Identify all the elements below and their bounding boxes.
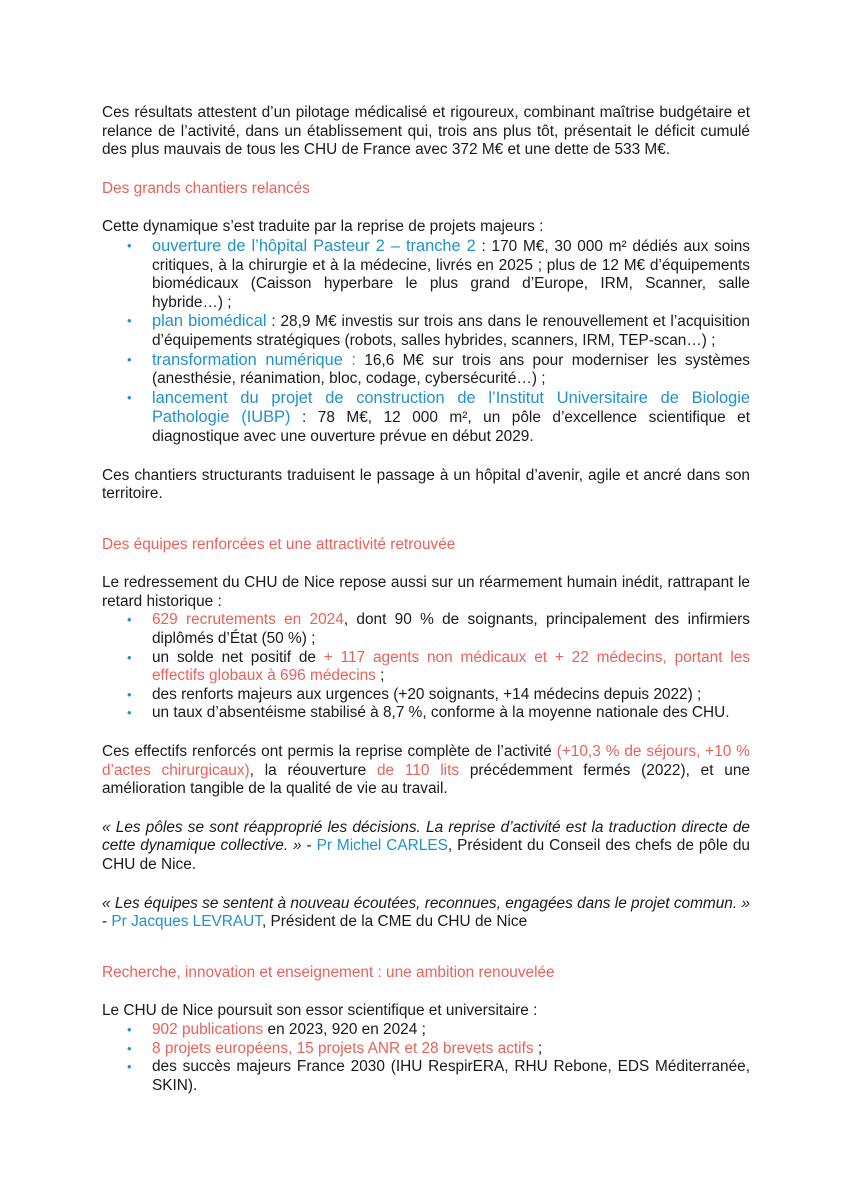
quote-levraut (102, 895, 750, 932)
effects-text: précédemment fermés (2022), et une amélioration tangible de la qualité de vie au travail. (102, 761, 750, 798)
list-item (102, 704, 750, 723)
bullet-icon: • (127, 1040, 132, 1056)
item-text: ; (533, 1039, 543, 1057)
item-text: des succès majeurs France 2030 (IHU RespirERA, RHU Rebone, EDS Méditerranée, SKIN). (152, 1058, 750, 1094)
effects-paragraph (102, 743, 750, 799)
bullet-icon: • (127, 1021, 132, 1037)
highlight-text: + 117 agents non médicaux et + 22 médecins, portant les effectifs globaux à 696 médecins (152, 648, 751, 685)
bullet-icon: • (127, 237, 132, 253)
bullet-icon: • (127, 705, 132, 721)
list-item (102, 351, 750, 389)
quote-dash: - (102, 913, 112, 931)
highlight-text: 902 publications (152, 1020, 264, 1038)
list-item (102, 1021, 750, 1040)
item-text: : 28,9 M€ investis sur trois ans dans le renouvellement et l’acquisition d’équipements stratégiques (robots, salles hybrides, scanners, IRM, TEP-scan…) ; (152, 313, 750, 349)
section1-closing: Ces chantiers structurants traduisent le passage à un hôpital d’avenir, agile et ancré dans son territoire. (102, 466, 750, 503)
item-text: : 170 M€, 30 000 m² dédiés aux soins critiques, à la chirurgie et à la médecine, livrés en 2025 ; plus de 12 M€ d’équipements biomédicaux (Caisson hyperbare le plus grand d’Europe, IRM, Scanner, salle hybride…) ; (152, 237, 750, 311)
section2-list (102, 611, 750, 723)
bullet-icon: • (127, 313, 132, 329)
highlight-text: plan biomédical (152, 312, 267, 331)
section1-list (102, 237, 750, 447)
effects-text: Ces effectifs renforcés ont permis la reprise complète de l’activité (102, 743, 557, 761)
quote-dash: - (301, 837, 317, 855)
effects-highlight: de 110 lits (377, 761, 460, 779)
bullet-icon: • (127, 1059, 132, 1075)
list-item (102, 1058, 750, 1095)
quote-carles (102, 819, 750, 875)
list-item (102, 1040, 750, 1059)
list-item (102, 649, 750, 686)
highlight-text: 8 projets européens, 15 projets ANR et 28 brevets actifs (152, 1039, 534, 1057)
item-prefix: un taux d’absentéisme stabilisé à 8,7 %, conforme à la moyenne nationale des CHU. (152, 704, 730, 722)
section-heading-grands-chantiers: Des grands chantiers relancés (102, 179, 310, 197)
list-item (102, 312, 750, 350)
bullet-icon: • (127, 351, 132, 367)
item-prefix: des renforts majeurs aux urgences (+20 soignants, +14 médecins depuis 2022) ; (152, 685, 702, 703)
highlight-text: 629 recrutements en 2024 (152, 611, 344, 629)
section3-lead: Le CHU de Nice poursuit son essor scientifique et universitaire : (102, 1002, 538, 1020)
section-heading-recherche: Recherche, innovation et enseignement : une ambition renouvelée (102, 963, 555, 981)
section1-lead: Cette dynamique s’est traduite par la reprise de projets majeurs : (102, 218, 544, 236)
effects-highlight: (+10,3 % de séjours, +10 % d’actes chirurgicaux) (102, 743, 750, 779)
effects-text: , la réouverture (249, 761, 377, 779)
highlight-text: lancement du projet de construction de l’Institut Universitaire de Biologie Pathologie (IUBP) (152, 388, 750, 427)
item-text: en 2023, 920 en 2024 ; (263, 1020, 426, 1038)
quote-author: Pr Michel CARLES (316, 837, 448, 855)
quote-text: « Les équipes se sentent à nouveau écoutées, reconnues, engagées dans le projet commun. » (102, 894, 750, 912)
bullet-icon: • (127, 389, 132, 405)
quote-role: , Président de la CME du CHU de Nice (261, 913, 528, 931)
list-item (102, 686, 750, 705)
item-text: : 78 M€, 12 000 m², un pôle d’excellence scientifique et diagnostique avec une ouverture prévue en début 2029. (152, 409, 750, 445)
quote-text: « Les pôles se sont réapproprié les décisions. La reprise d’activité est la traduction directe de cette dynamique collective. » (102, 818, 750, 855)
bullet-icon: • (127, 649, 132, 665)
bullet-icon: • (127, 612, 132, 628)
list-item (102, 237, 750, 312)
highlight-text: ouverture de l’hôpital Pasteur 2 – tranche 2 (152, 236, 476, 255)
section2-lead: Le redressement du CHU de Nice repose aussi sur un réarmement humain inédit, rattrapant le retard historique : (102, 574, 750, 610)
item-text: , dont 90 % de soignants, principalement des infirmiers diplômés d’État (50 %) ; (152, 611, 750, 648)
section-heading-equipes: Des équipes renforcées et une attractivité retrouvée (102, 535, 456, 553)
bullet-icon: • (127, 686, 132, 702)
item-text: 16,6 M€ sur trois ans pour moderniser les systèmes (anesthésie, réanimation, bloc, codage, cybersécurité…) ; (152, 351, 751, 388)
item-text: ; (375, 667, 385, 685)
list-item (102, 389, 750, 447)
intro-paragraph: Ces résultats attestent d’un pilotage médicalisé et rigoureux, combinant maîtrise budgétaire et relance de l’activité, dans un établissement qui, trois ans plus tôt, présentait le déficit cumulé des plus mauvais de tous les CHU de France avec 372 M€ et une dette de 533 M€. (102, 104, 750, 159)
list-item (102, 611, 750, 648)
quote-role: , Président du Conseil des chefs de pôle du CHU de Nice. (102, 837, 750, 873)
quote-author: Pr Jacques LEVRAUT (111, 913, 262, 931)
section3-list (102, 1021, 750, 1095)
item-prefix: un solde net positif de (152, 648, 324, 666)
highlight-text: transformation numérique : (152, 350, 356, 369)
